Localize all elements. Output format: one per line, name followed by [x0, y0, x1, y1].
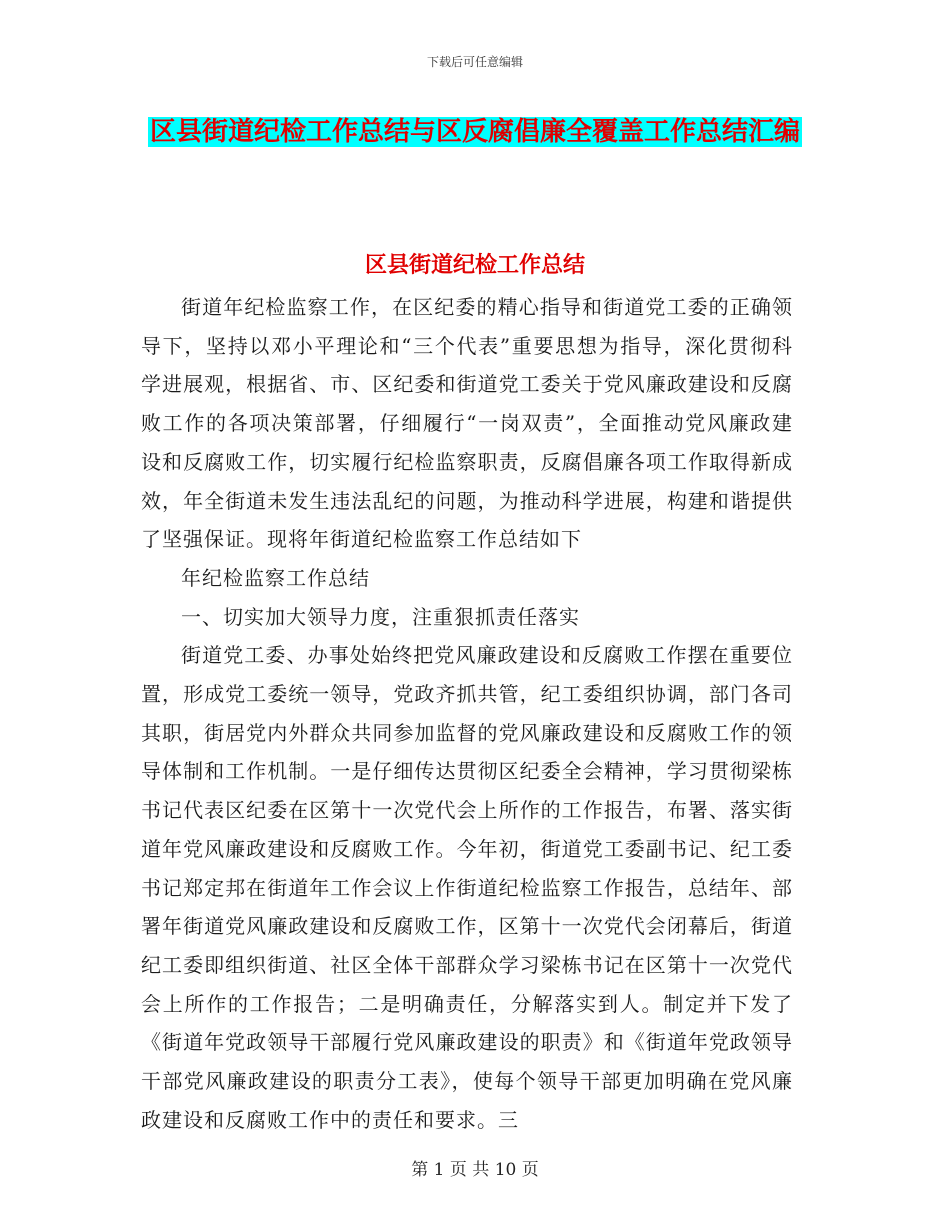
document-title [140, 108, 810, 156]
section-title: 区县街道纪检工作总结 [364, 253, 585, 278]
paragraph: 一、切实加大领导力度，注重狠抓责任落实 [181, 604, 580, 629]
paragraph: 街道党工委、办事处始终把党风廉政建设和反腐败工作摆在重要位置，形成党工委统一领导，党政齐抓共管，纪工委组织协调，部门各司其职，街居党内外群众共同参加监督的党风廉政建设和反腐败工作的领导体制和工作机制。一是仔细传达贯彻区纪委全会精神，学习贯彻梁栋书记代表区纪委在区第十一次党代会上所作的工作报告，布署、落实街道年党风廉政建设和反腐败工作。今年初，街道党工委副书记、纪工委书记郑定邦在街道年工作会议上作街道纪检监察工作报告，总结年、部署年街道党风廉政建设和反腐败工作，区第十一次党代会闭幕后，街道纪工委即组织街道、社区全体干部群众学习梁栋书记在区第十一次党代会上所作的工作报告；二是明确责任，分解落实到人。制定并下发了《街道年党政领导干部履行党风廉政建设的职责》和《街道年党政领导干部党风廉政建设的职责分工表》，使每个领导干部更加明确在党风廉政建设和反腐败工作中的责任和要求。三 [141, 643, 793, 1132]
paragraph: 街道年纪检监察工作，在区纪委的精心指导和街道党工委的正确领导下，坚持以邓小平理论和“三个代表”重要思想为指导，深化贯彻科学进展观，根据省、市、区纪委和街道党工委关于党风廉政建设和反腐败工作的各项决策部署，仔细履行“一岗双责”，全面推动党风廉政建设和反腐败工作，切实履行纪检监察职责，反腐倡廉各项工作取得新成效，年全街道未发生违法乱纪的问题，为推动科学进展，构建和谐提供了坚强保证。现将年街道纪检监察工作总结如下 [141, 295, 793, 552]
page-footer: 第 1 页 共 10 页 [411, 1160, 539, 1180]
header-note: 下载后可任意编辑 [426, 55, 523, 69]
paragraph: 年纪检监察工作总结 [181, 565, 370, 590]
document-body [141, 288, 793, 1139]
document-title-text: 区县街道纪检工作总结与区反腐倡廉全覆盖工作总结汇编 [149, 117, 800, 147]
